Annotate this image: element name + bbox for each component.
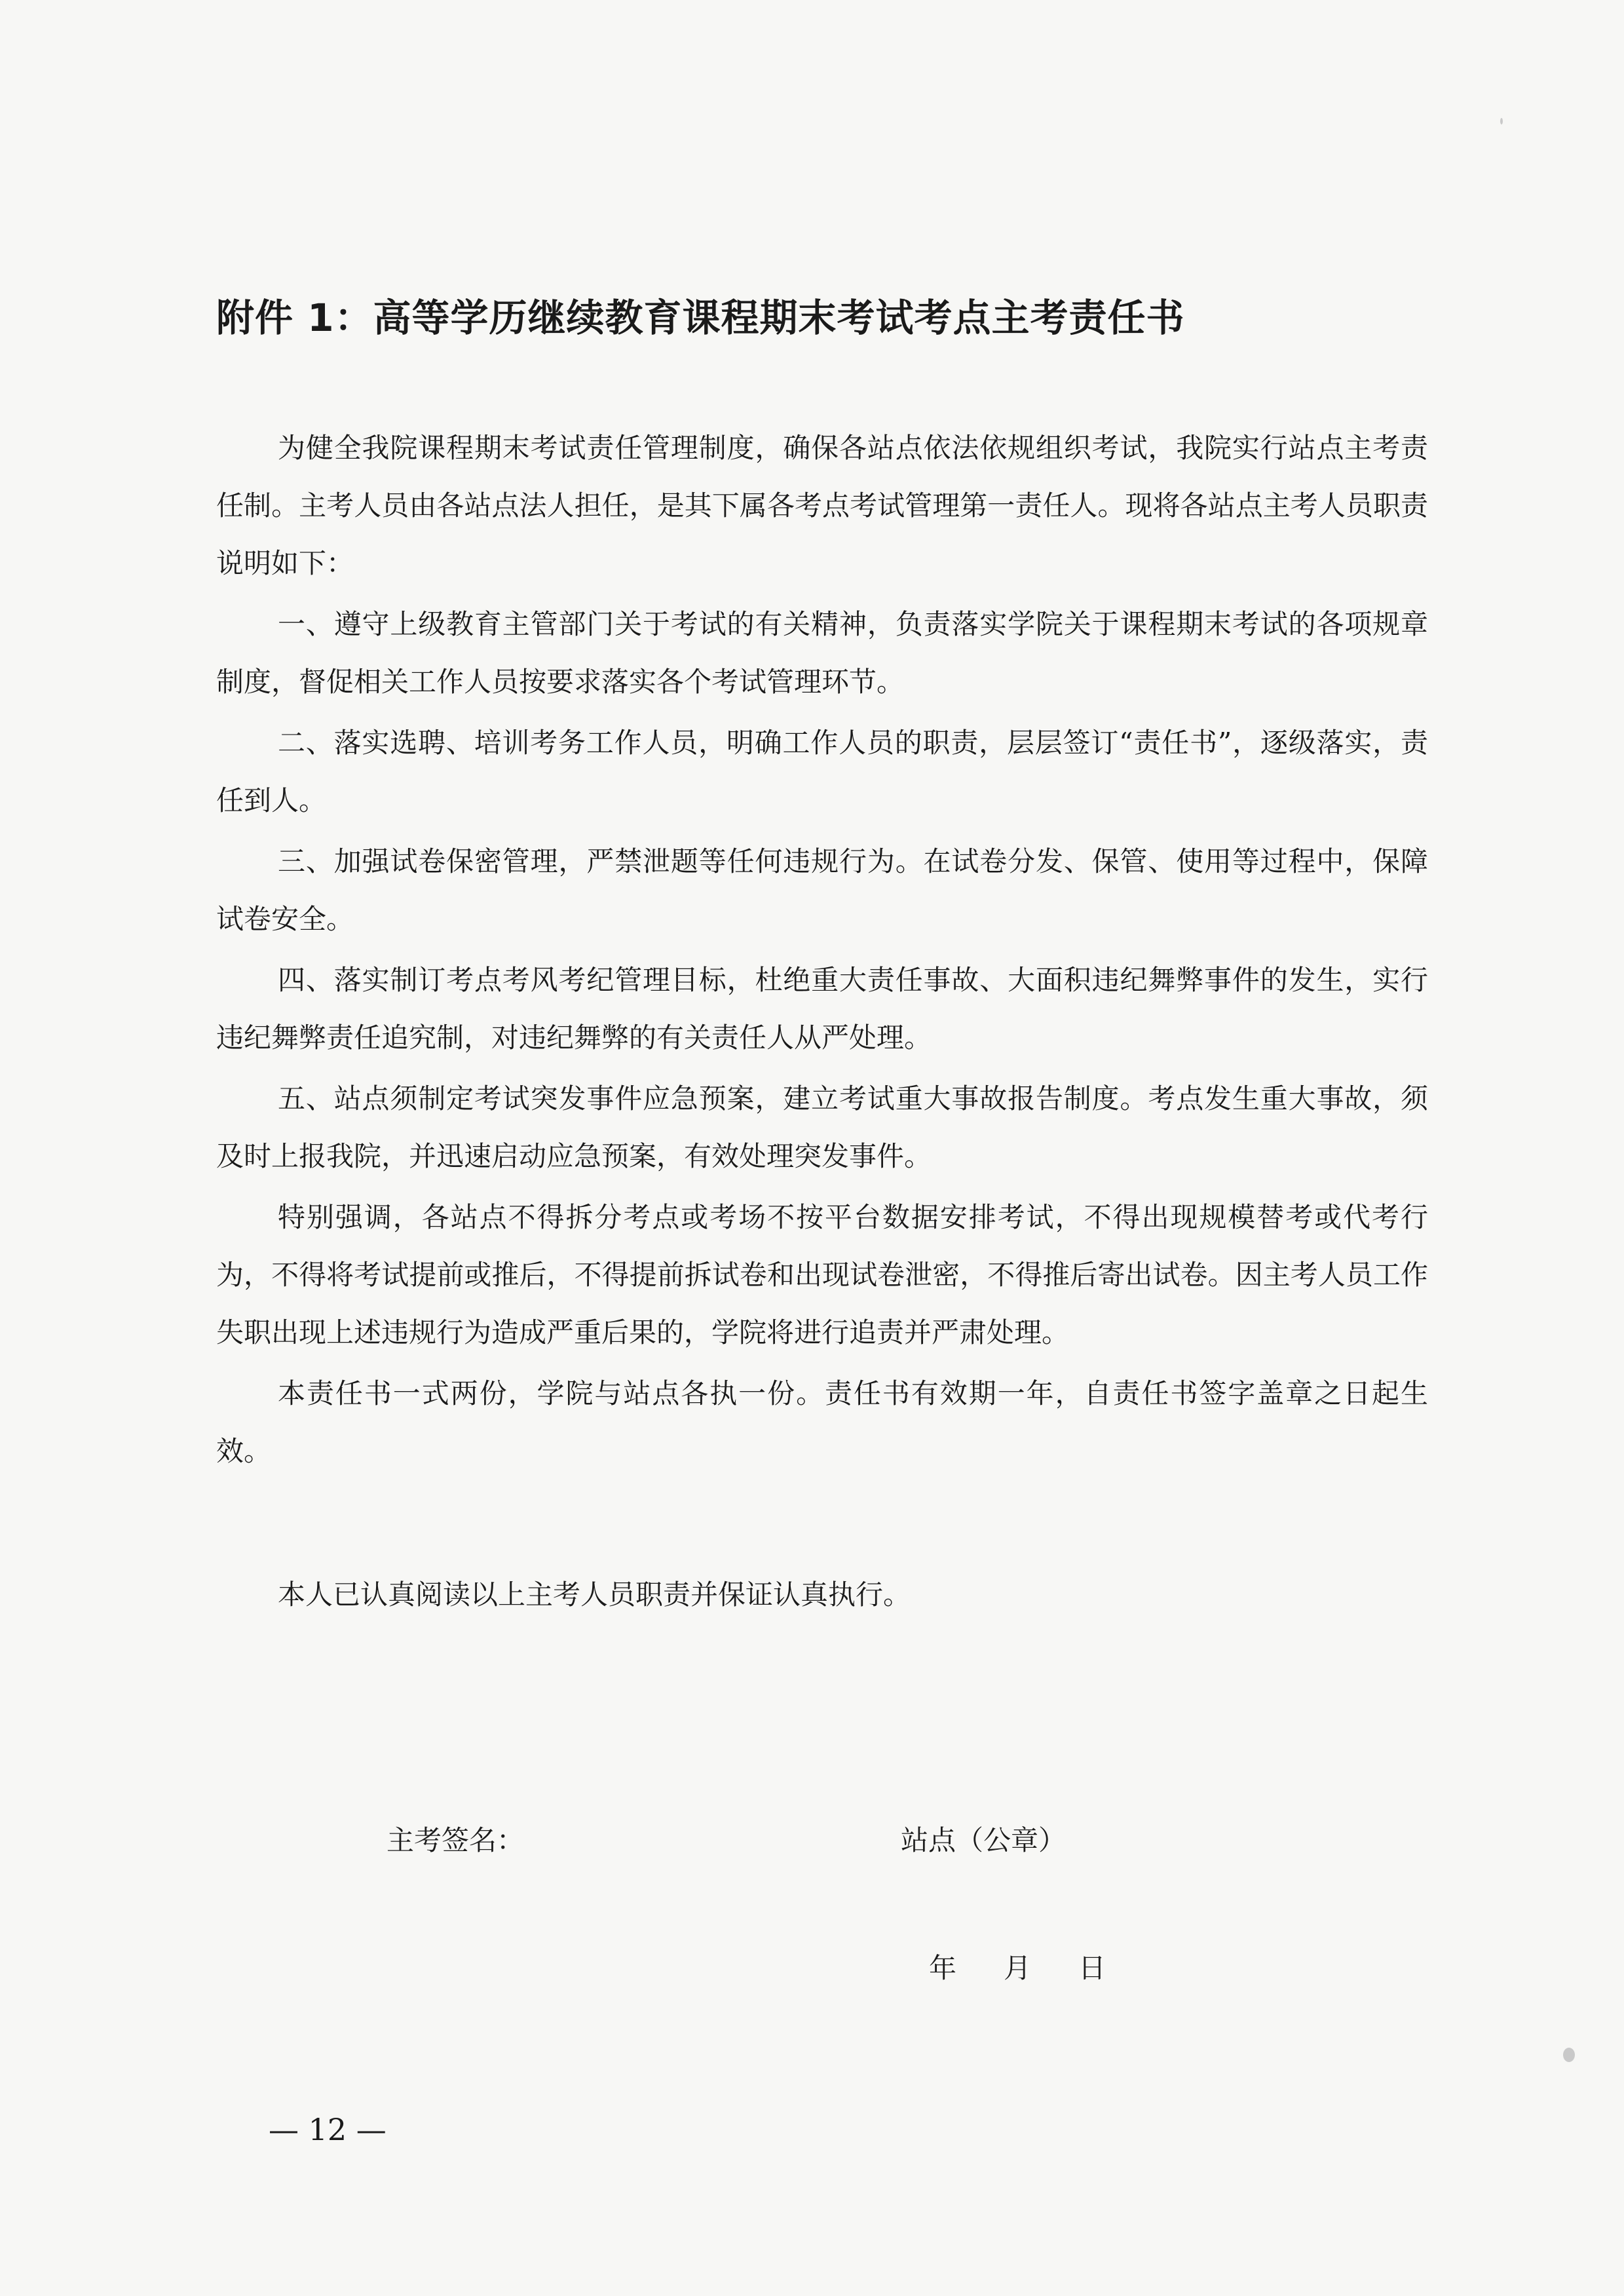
examiner-signature-label: 主考签名： xyxy=(387,1824,525,1856)
date-line xyxy=(929,1940,1106,1997)
date-year-label: 年 xyxy=(929,1952,957,1984)
duty-paragraph-2: 二、落实选聘、培训考务工作人员，明确工作人员的职责，层层签订“责任书”，逐级落实，责任到人。 xyxy=(216,727,1428,816)
station-seal-label: 站点（公章） xyxy=(901,1824,1067,1856)
date-month-label: 月 xyxy=(1004,1952,1032,1984)
scan-speck xyxy=(1563,2048,1575,2062)
date-day-label: 日 xyxy=(1078,1952,1106,1984)
duty-paragraph-3: 三、加强试卷保密管理，严禁泄题等任何违规行为。在试卷分发、保管、使用等过程中，保障试卷安全。 xyxy=(216,845,1428,935)
validity-paragraph: 本责任书一式两份，学院与站点各执一份。责任书有效期一年，自责任书签字盖章之日起生效。 xyxy=(216,1377,1428,1467)
page-number: — 12 — xyxy=(269,2112,387,2147)
scan-speck xyxy=(1500,118,1503,124)
emphasis-paragraph: 特别强调，各站点不得拆分考点或考场不按平台数据安排考试，不得出现规模替考或代考行为，不得将考试提前或推后，不得提前拆试卷和出现试卷泄密，不得推后寄出试卷。因主考人员工作失职出现上述违规行为造成严重后果的，学院将进行追责并严肃处理。 xyxy=(216,1201,1428,1349)
duty-paragraph-5: 五、站点须制定考试突发事件应急预案，建立考试重大事故报告制度。考点发生重大事故，须及时上报我院，并迅速启动应急预案，有效处理突发事件。 xyxy=(216,1082,1428,1172)
pledge-statement: 本人已认真阅读以上主考人员职责并保证认真执行。 xyxy=(278,1578,911,1611)
duty-paragraph-1: 一、遵守上级教育主管部门关于考试的有关精神，负责落实学院关于课程期末考试的各项规章制度，督促相关工作人员按要求落实各个考试管理环节。 xyxy=(216,608,1428,698)
document-body xyxy=(216,419,1428,1483)
duty-paragraph-4: 四、落实制订考点考风考纪管理目标，杜绝重大责任事故、大面积违纪舞弊事件的发生，实行违纪舞弊责任追究制，对违纪舞弊的有关责任人从严处理。 xyxy=(216,964,1428,1054)
intro-paragraph: 为健全我院课程期末考试责任管理制度，确保各站点依法依规组织考试，我院实行站点主考责任制。主考人员由各站点法人担任，是其下属各考点考试管理第一责任人。现将各站点主考人员职责说明如下： xyxy=(216,432,1428,579)
document-title: 附件 1：高等学历继续教育课程期末考试考点主考责任书 xyxy=(216,296,1185,340)
